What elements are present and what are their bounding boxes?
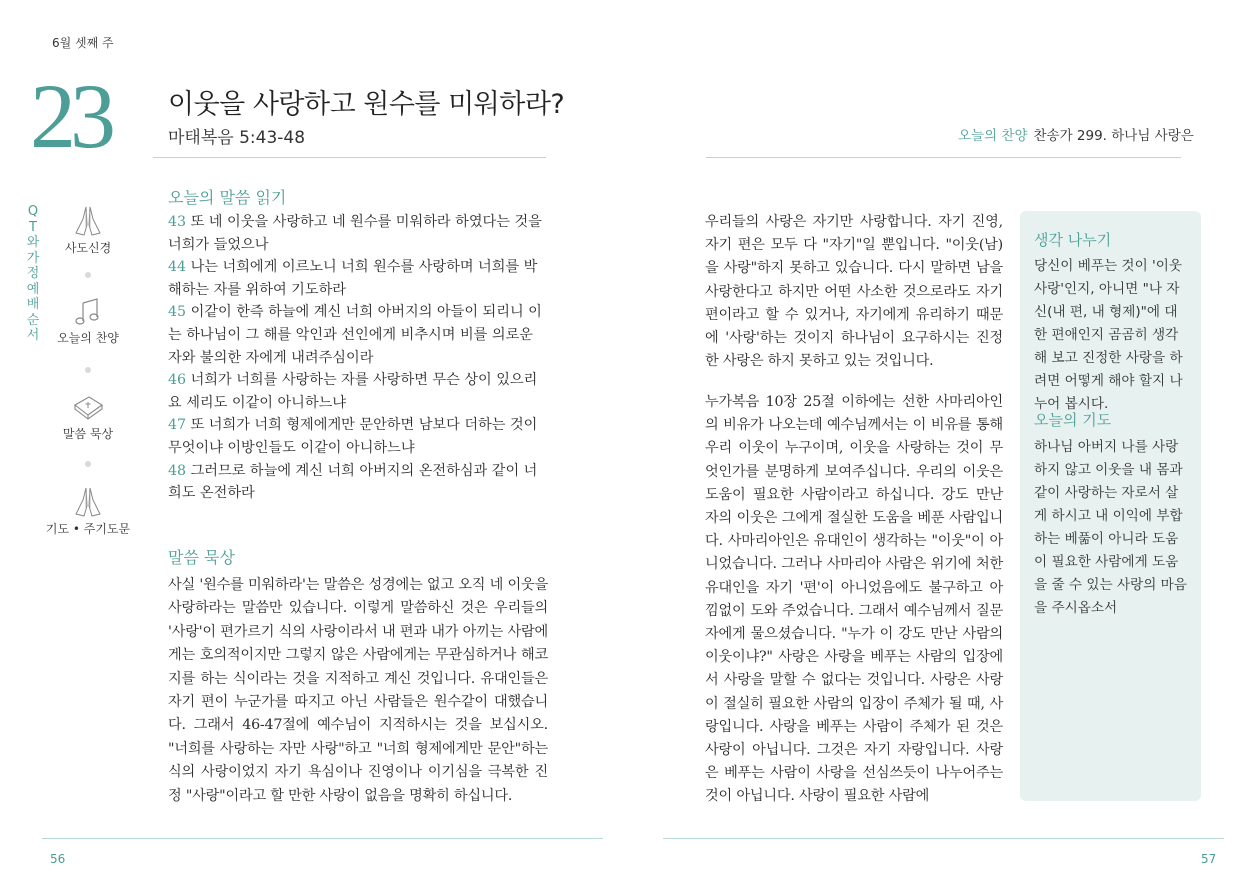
verse-item [168, 414, 548, 459]
sidebar-divider-dot [85, 367, 91, 373]
verse-text: 그러므로 하늘에 계신 너희 아버지의 온전하심과 같이 너희도 온전하라 [168, 462, 538, 502]
week-label: 6월 셋째 주 [52, 36, 114, 50]
verse-item [168, 211, 548, 256]
sidebar-item-label: 사도신경 [64, 241, 112, 255]
verse-number: 44 [168, 259, 187, 276]
verse-item [168, 256, 548, 301]
verse-text: 또 너희가 너희 형제에게만 문안하면 남보다 더하는 것이 무엇이냐 이방인들도 이같이 아니하느냐 [168, 417, 538, 456]
sidebar-item-label: 말씀 묵상 [62, 427, 114, 441]
verse-text: 너희가 너희를 사랑하는 자를 사랑하면 무슨 상이 있으리요 세리도 이같이 아니하느냐 [168, 372, 538, 411]
header-rule-left [153, 157, 546, 158]
prayer-title: 오늘의 기도 [1034, 411, 1112, 429]
page-number-right: 57 [1201, 852, 1217, 866]
share-text: 당신이 베푸는 것이 '이웃 사랑'인지, 아니면 "나 자신(내 편, 내 형제)"에 대한 편애인지 곰곰히 생각해 보고 진정한 사랑을 하려면 어떻게 해야 할지 나누어 봅시다. [1034, 258, 1183, 412]
sidebar-item-creed [38, 205, 138, 256]
todays-hymn [958, 124, 1194, 144]
verse-item [168, 460, 548, 505]
hymn-label: 오늘의 찬양 [958, 128, 1028, 144]
hymn-text: 찬송가 299. 하나님 사랑은 [1033, 128, 1194, 144]
header-rule-right [706, 157, 1181, 158]
sidebar-item-label: 기도 • 주기도문 [45, 522, 131, 536]
reading-title: 오늘의 말씀 읽기 [168, 188, 287, 207]
verse-number: 48 [168, 462, 187, 479]
verse-number: 46 [168, 372, 187, 389]
footer-rule-left [42, 838, 603, 839]
sidebar-divider-dot [85, 461, 91, 467]
footer-rule-right [663, 838, 1224, 839]
prayer-text: 하나님 아버지 나를 사랑하지 않고 이웃을 내 몸과 같이 사랑하는 자로서 살게 하시고 내 이익에 부합하는 베풂이 아니라 도움이 필요한 사람에게 도움을 줄 수 있는 사랑의 마음을 주시옵소서 [1034, 439, 1187, 616]
bible-icon [71, 391, 105, 423]
scripture-reference: 마태복음 5:43-48 [168, 128, 306, 148]
praying-hands-icon [71, 205, 105, 237]
qt-order-vertical-label: QT와 가정예배 순서 [26, 204, 40, 343]
share-title: 생각 나누기 [1034, 231, 1112, 249]
page-title: 이웃을 사랑하고 원수를 미워하라? [168, 89, 565, 120]
verse-text: 또 네 이웃을 사랑하고 네 원수를 미워하라 하였다는 것을 너희가 들었으나 [168, 214, 542, 253]
verse-text: 나는 너희에게 이르노니 너희 원수를 사랑하며 너희를 박해하는 자를 위하여 기도하라 [168, 259, 538, 298]
meditation-text-left: 사실 '원수를 미워하라'는 말씀은 성경에는 없고 오직 네 이웃을 사랑하라는 말씀만 있습니다. 이렇게 말씀하신 것은 우리들의 '사랑'이 편가르기 식의 사랑이라서 내 편과 내가 아끼는 사람에게는 호의적이지만 그렇지 않은 사람에게는 무관심하거나 해코지를 하는 식이라는 것을 지적하고 계신 것입니다. 유대인들은 자기 편이 누군가를 따지고 아닌 사람들은 원수같이 대했습니다. 그래서 46-47절에 예수님이 지적하시는 것을 보십시오. "너희를 사랑하는 자만 사랑"하고 "너희 형제에게만 문안"하는 식의 사랑이었지 자기 욕심이나 진영이나 이기심을 극복한 진정 "사랑"이라고 할 만한 사랑이 없음을 명확히 하십니다. [168, 577, 548, 804]
sidebar-item-label: 오늘의 찬양 [57, 331, 119, 345]
meditation-paragraph: 우리들의 사랑은 자기만 사랑합니다. 자기 진영, 자기 편은 모두 다 "자기"일 뿐입니다. "이웃(남)을 사랑"하지 못하고 있습니다. 다시 말하면 남을 사랑한다고 하지만 어떤 사소한 것으로라도 자기 편이라고 할 수 있거나, 자기에게 유리하기 때문에 '사랑'하는 것이지 하나님이 요구하시는 진정한 사랑은 하지 못하고 있는 것입니다. [705, 214, 1003, 370]
sidebar-divider-dot [85, 272, 91, 278]
page-number-left: 56 [50, 852, 66, 866]
verse-number: 47 [168, 417, 187, 434]
day-number: 23 [30, 65, 110, 167]
meditation-paragraph: 누가복음 10장 25절 이하에는 선한 사마리아인의 비유가 나오는데 예수님께서는 이 비유를 통해 우리 이웃이 누구이며, 이웃을 사랑하는 것이 무엇인가를 분명하게 보여주십니다. 우리의 이웃은 도움이 필요한 사람이라고 하십니다. 강도 만난 자의 이웃은 그에게 절실한 도움을 베푼 사람입니다. 사마리아인은 유대인이 생각하는 "이웃"이 아니었습니다. 그러나 사마리아 사람은 위기에 처한 유대인을 자기 '편'이 아니었음에도 불구하고 아낌없이 도와 주었습니다. 그래서 예수님께서 질문자에게 물으셨습니다. "누가 이 강도 만난 사람의 이웃이냐?" 사랑은 사랑을 베푸는 사람의 입장에서 사랑을 말할 수 없다는 것입니다. 사랑은 사랑이 절실히 필요한 사람의 입장이 주체가 될 때, 사랑입니다. 사랑을 베푸는 사람이 주체가 된 것은 사랑이 아닙니다. 그것은 자기 자랑입니다. 사랑은 베푸는 사람이 사랑을 선심쓰듯이 나누어주는 것이 아닙니다. 사랑이 필요한 사람에 [705, 394, 1003, 805]
sidebar-item-prayer [38, 486, 138, 537]
meditation-title: 말씀 묵상 [168, 548, 235, 567]
music-note-icon [71, 295, 105, 327]
verse-item [168, 369, 548, 414]
sidebar-item-meditation [38, 391, 138, 442]
verse-number: 43 [168, 214, 187, 230]
verse-number: 45 [168, 304, 187, 321]
verse-text: 이같이 한즉 하늘에 계신 너희 아버지의 아들이 되리니 이는 하나님이 그 해를 악인과 선인에게 비추시며 비를 의로운 자와 불의한 자에게 내려주심이라 [168, 304, 542, 366]
verse-item [168, 301, 548, 369]
verse-list [168, 211, 548, 505]
sidebar-item-hymn [38, 295, 138, 346]
praying-hands-icon [71, 486, 105, 518]
